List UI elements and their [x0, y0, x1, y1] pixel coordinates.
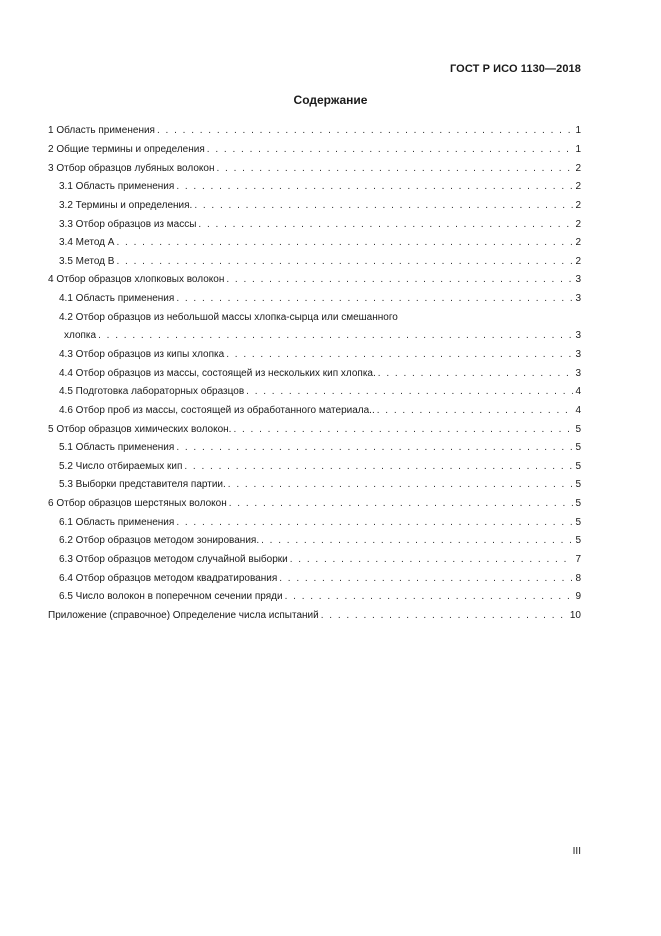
toc-entry-label: 4.6 Отбор проб из массы, состоящей из обработанного материала..: [59, 404, 375, 416]
toc-entry-label: 4.3 Отбор образцов из кипы хлопка: [59, 349, 225, 360]
toc-entry-page: 8: [575, 572, 581, 584]
toc-entry-label: 6.4 Отбор образцов методом квадратирования: [59, 572, 278, 584]
toc-entry-label: 6.2 Отбор образцов методом зонирования.: [59, 535, 260, 547]
page-number: III: [572, 846, 581, 857]
table-of-contents: [48, 122, 581, 625]
toc-entry-page: 5: [575, 535, 581, 547]
toc-entry[interactable]: [48, 141, 581, 160]
dot-leader: [228, 479, 574, 491]
toc-entry-label: 4.1 Область применения: [59, 293, 175, 305]
dot-leader: [229, 498, 574, 510]
toc-entry-page: 3: [575, 349, 581, 360]
dot-leader: [279, 573, 573, 585]
toc-entry[interactable]: [48, 308, 581, 327]
toc-entry-page: 4: [575, 404, 581, 416]
dot-leader: [246, 386, 573, 398]
toc-entry-page: 5: [575, 479, 581, 491]
toc-entry-label: 3 Отбор образцов лубяных волокон: [48, 162, 215, 174]
toc-entry-label: 3.3 Отбор образцов из массы: [59, 218, 197, 230]
toc-entry-page: 5: [575, 423, 581, 435]
toc-entry[interactable]: [48, 290, 581, 309]
toc-entry[interactable]: [48, 178, 581, 197]
toc-entry-page: 7: [575, 554, 581, 566]
toc-entry-appendix[interactable]: [48, 607, 581, 626]
dot-leader: [226, 274, 573, 286]
toc-entry-page: 2: [575, 255, 581, 267]
toc-entry-label: 3.4 Метод А: [59, 237, 115, 249]
dot-leader: [377, 405, 574, 417]
toc-entry-label: 4.2 Отбор образцов из небольшой массы хлопка-сырца или смешанного: [59, 311, 398, 323]
toc-entry-label: 2 Общие термины и определения: [48, 143, 205, 155]
dot-leader: [226, 349, 573, 361]
toc-entry-label: 6.3 Отбор образцов методом случайной выборки: [59, 554, 288, 566]
toc-entry-page: 2: [575, 162, 581, 174]
toc-entry-page: 3: [575, 274, 581, 286]
dot-leader: [176, 293, 573, 305]
toc-entry[interactable]: [48, 513, 581, 532]
toc-entry-page: 5: [575, 498, 581, 510]
toc-entry[interactable]: [48, 439, 581, 458]
toc-entry-page: 10: [569, 609, 581, 621]
toc-entry-page: 5: [575, 442, 581, 454]
toc-entry-label: 5 Отбор образцов химических волокон.: [48, 423, 232, 435]
toc-entry-page: 1: [575, 143, 581, 155]
toc-entry[interactable]: [48, 159, 581, 178]
toc-entry-page: 3: [575, 330, 581, 342]
toc-entry-continuation[interactable]: [48, 327, 581, 346]
dot-leader: [285, 591, 574, 603]
dot-leader: [176, 517, 573, 529]
toc-entry-label: 3.1 Область применения: [59, 181, 175, 193]
toc-entry[interactable]: [48, 364, 581, 383]
toc-entry-label: 5.2 Число отбираемых кип: [59, 460, 183, 472]
toc-entry[interactable]: [48, 458, 581, 477]
dot-leader: [321, 610, 568, 622]
dot-leader: [290, 554, 574, 566]
toc-entry-page: 1: [575, 125, 581, 137]
dot-leader: [176, 181, 573, 193]
toc-entry[interactable]: [48, 551, 581, 570]
toc-entry-label: 6.1 Область применения: [59, 516, 175, 528]
toc-entry-label: 3.5 Метод В: [59, 255, 115, 267]
toc-entry-page: 9: [575, 591, 581, 603]
toc-entry[interactable]: [48, 234, 581, 253]
toc-entry-label: 5.1 Область применения: [59, 442, 175, 454]
toc-entry[interactable]: [48, 252, 581, 271]
toc-entry[interactable]: [48, 588, 581, 607]
document-code: ГОСТ Р ИСО 1130—2018: [449, 63, 581, 75]
toc-entry[interactable]: [48, 476, 581, 495]
toc-title: Содержание: [293, 93, 368, 107]
toc-entry-label: 5.3 Выборки представителя партии.: [59, 479, 226, 491]
dot-leader: [233, 424, 573, 436]
toc-entry[interactable]: [48, 122, 581, 141]
dot-leader: [98, 330, 573, 342]
toc-entry-label: 4.4 Отбор образцов из массы, состоящей из нескольких кип хлопка.: [59, 367, 376, 379]
toc-entry-page: 2: [575, 199, 581, 211]
toc-entry-page: 3: [575, 293, 581, 305]
toc-entry-page: 5: [575, 460, 581, 472]
dot-leader: [207, 144, 574, 156]
toc-entry[interactable]: [48, 495, 581, 514]
toc-entry[interactable]: [48, 420, 581, 439]
toc-entry-page: 2: [575, 181, 581, 193]
toc-entry[interactable]: [48, 215, 581, 234]
toc-entry[interactable]: [48, 383, 581, 402]
toc-entry-page: 5: [575, 516, 581, 528]
toc-entry-page: 4: [575, 386, 581, 398]
toc-entry-label: 4.5 Подготовка лабораторных образцов: [59, 386, 245, 398]
dot-leader: [116, 256, 573, 268]
toc-entry-label: хлопка: [64, 330, 97, 342]
toc-entry-label: 6.5 Число волокон в поперечном сечении пряди: [59, 591, 283, 603]
dot-leader: [176, 442, 573, 454]
dot-leader: [184, 461, 573, 473]
toc-entry-label: 3.2 Термины и определения.: [59, 199, 193, 211]
toc-entry-label: Приложение (справочное) Определение числа испытаний: [48, 609, 319, 621]
dot-leader: [157, 125, 573, 137]
toc-entry[interactable]: [48, 569, 581, 588]
toc-entry[interactable]: [48, 402, 581, 421]
toc-entry-page: 3: [575, 367, 581, 379]
toc-entry[interactable]: [48, 197, 581, 216]
dot-leader: [198, 219, 573, 231]
dot-leader: [216, 163, 573, 175]
toc-entry-page: 2: [575, 218, 581, 230]
dot-leader: [261, 535, 573, 547]
toc-entry[interactable]: [48, 346, 581, 365]
dot-leader: [116, 237, 573, 249]
toc-entry-page: 2: [575, 237, 581, 249]
toc-entry[interactable]: [48, 532, 581, 551]
toc-entry-label: 4 Отбор образцов хлопковых волокон: [48, 274, 225, 286]
dot-leader: [194, 200, 573, 212]
toc-entry-label: 1 Область применения: [48, 125, 155, 137]
toc-entry-label: 6 Отбор образцов шерстяных волокон: [48, 498, 227, 510]
toc-entry[interactable]: [48, 271, 581, 290]
dot-leader: [378, 368, 574, 380]
